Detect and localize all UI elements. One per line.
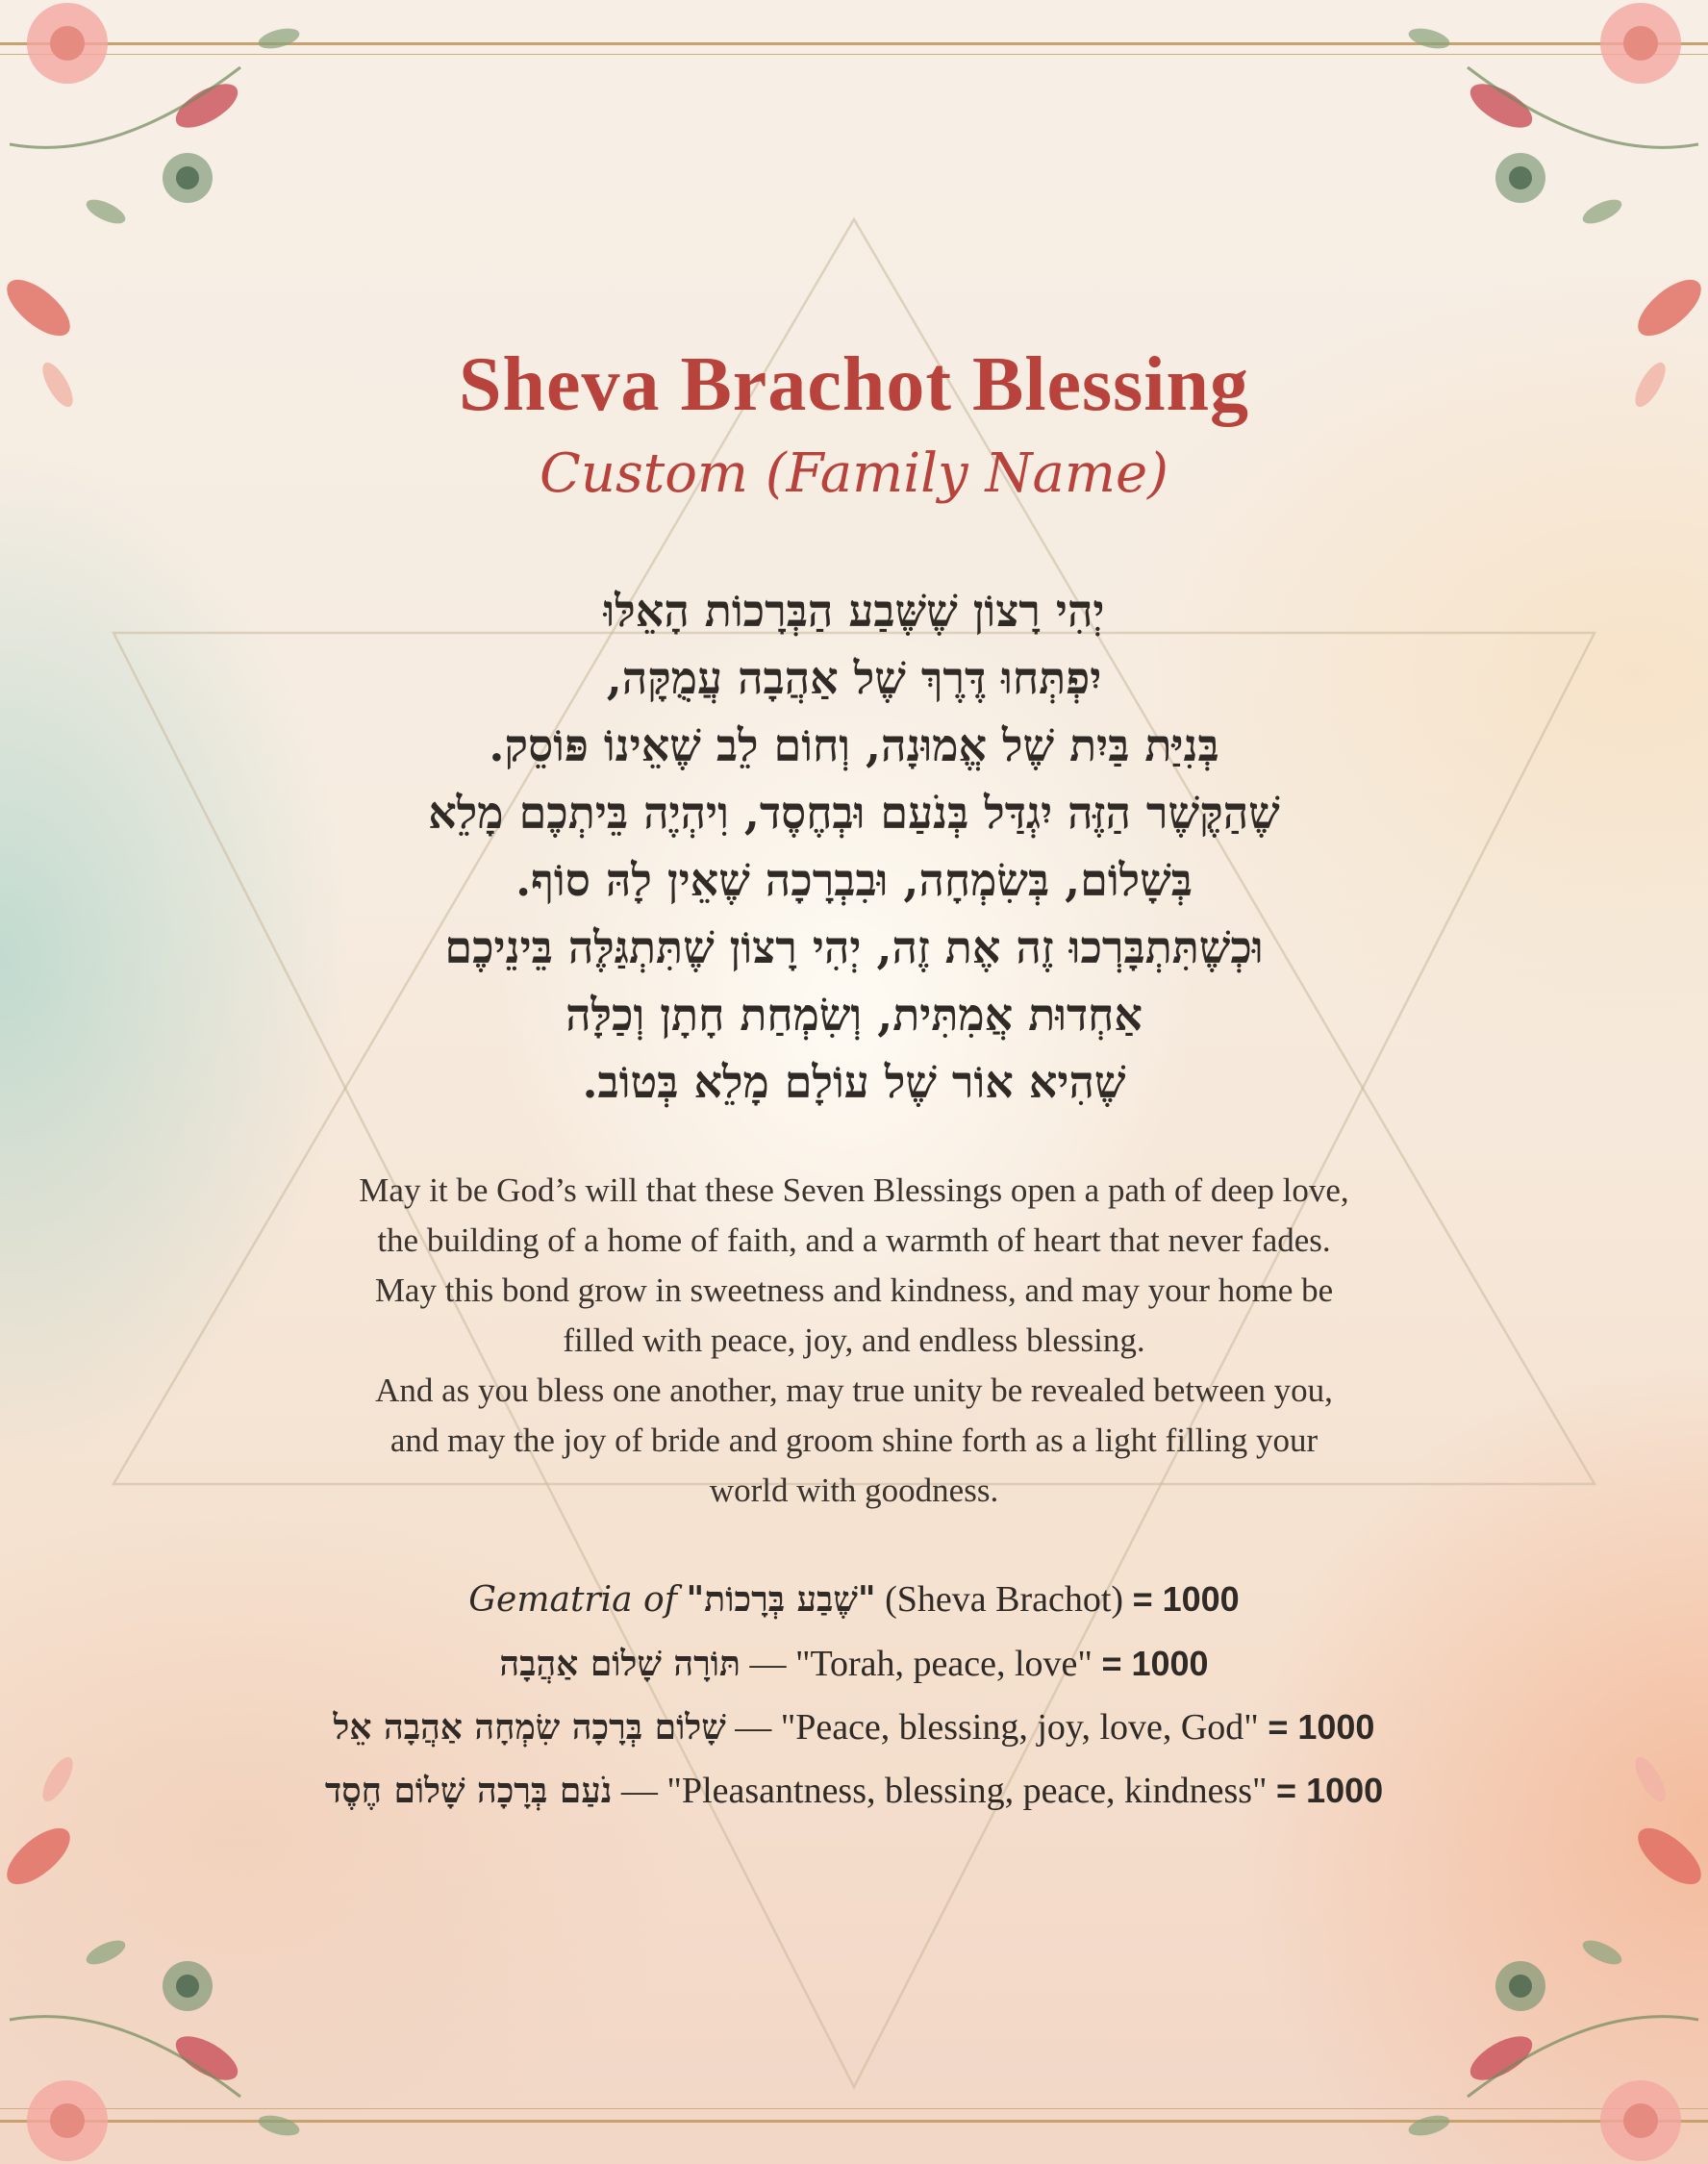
gematria-row-value: = 1000 (1268, 1707, 1375, 1747)
english-line: the building of a home of faith, and a warmth of heart that never fades. (377, 1221, 1331, 1259)
hebrew-line: אַחְדוּת אֲמִתִּית, וְשִׂמְחַת חָתָן וְכַלָּה (565, 989, 1143, 1041)
english-line: May this bond grow in sweetness and kindness, and may your home be (374, 1271, 1334, 1309)
gematria-row-hebrew: תּוֹרָה שָׁלוֹם אַהֲבָה (499, 1644, 741, 1684)
gematria-row-hebrew: נֹעַם בְּרָכָה שָׁלוֹם חֶסֶד (324, 1771, 613, 1811)
hebrew-line: יְהִי רָצוֹן שֶׁשֶּׁבַע הַבְּרָכוֹת הָאֵלּוּ (603, 585, 1105, 637)
gematria-row-english: — "Pleasantness, blessing, peace, kindness" (620, 1771, 1268, 1811)
english-line: May it be God’s will that these Seven Blessings open a path of deep love, (359, 1171, 1349, 1209)
gematria-main-hebrew: "שֶׁבַע בְּרָכוֹת" (686, 1579, 876, 1620)
english-line: and may the joy of bride and groom shine forth as a light filling your (389, 1422, 1319, 1459)
gematria-row (144, 1696, 1564, 1759)
gematria-row-value: = 1000 (1101, 1644, 1209, 1683)
hebrew-line: בְּנִיַּת בַּיִת שֶׁל אֱמוּנָה, וְחוֹם לֵב שֶׁאֵינוֹ פּוֹסֵק. (489, 719, 1219, 771)
page-title: Sheva Brachot Blessing (458, 342, 1250, 427)
gematria-main-translit: (Sheva Brachot) (885, 1579, 1124, 1620)
english-translation (192, 1166, 1516, 1516)
gematria-row (144, 1759, 1564, 1823)
gematria-row-hebrew: שָׁלוֹם בְּרָכָה שִׂמְחָה אַהֲבָה אֵל (333, 1707, 726, 1748)
english-line: world with goodness. (709, 1472, 999, 1509)
hebrew-line: בְּשָׁלוֹם, בְּשִׂמְחָה, וּבִבְרָכָה שֶׁאֵין לָהּ סוֹף. (515, 854, 1193, 906)
gematria-section (144, 1568, 1564, 1823)
gematria-main-value: = 1000 (1132, 1579, 1240, 1619)
english-line: filled with peace, joy, and endless blessing. (563, 1321, 1145, 1359)
english-line: And as you bless one another, may true unity be revealed between you, (375, 1371, 1333, 1409)
gematria-main-row (144, 1568, 1564, 1632)
hebrew-line: וּכְשֶׁתִּתְבָּרְכוּ זֶה אֶת זֶה, יְהִי רָצוֹן שֶׁתִּתְגַּלֶּה בֵּינֵיכֶם (444, 921, 1264, 973)
hebrew-line: שֶׁהַקֶּשֶׁר הַזֶּה יִגְדַּל בְּנֹעַם וּבְחֶסֶד, וִיהְיֶה בֵּיתְכֶם מָלֵא (428, 787, 1280, 839)
page-subtitle: Custom (Family Name) (540, 442, 1168, 505)
hebrew-blessing (317, 577, 1391, 1116)
gematria-row-english: — "Torah, peace, love" (749, 1644, 1093, 1684)
hebrew-line: יִפְתְּחוּ דֶּרֶךְ שֶׁל אַהֲבָה עֲמֻקָּה, (606, 652, 1102, 704)
gematria-label: Gematria of (468, 1580, 678, 1620)
gematria-row (144, 1632, 1564, 1696)
gematria-row-value: = 1000 (1276, 1771, 1384, 1810)
gematria-row-english: — "Peace, blessing, joy, love, God" (735, 1707, 1259, 1748)
hebrew-line: שֶׁהִיא אוֹר שֶׁל עוֹלָם מָלֵא בְּטוֹב. (582, 1056, 1126, 1108)
